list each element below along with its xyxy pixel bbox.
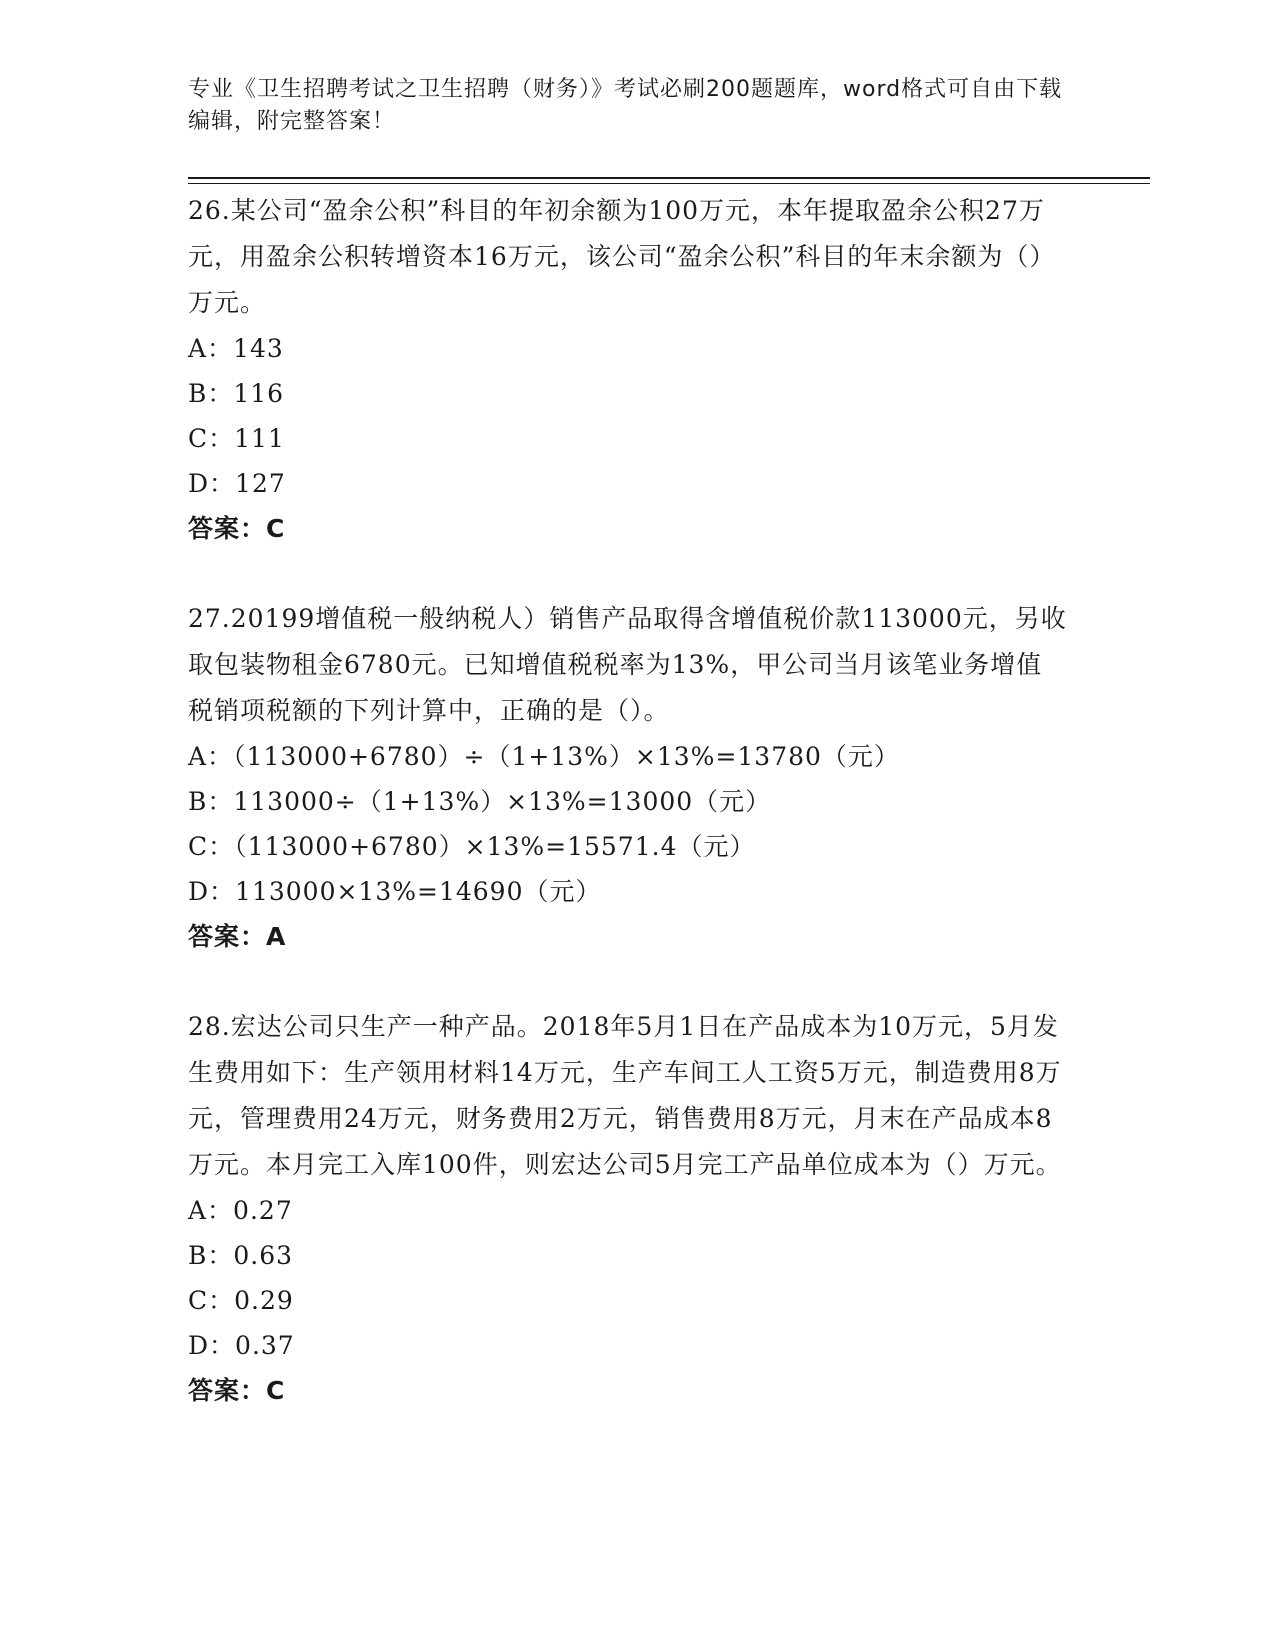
option-c: C：111: [188, 424, 285, 453]
option-b: B：113000÷（1+13%）×13%=13000（元）: [188, 787, 772, 816]
option-b: B：116: [188, 379, 285, 408]
question-stem: 28.宏达公司只生产一种产品。2018年5月1日在产品成本为10万元，5月发生费用如下：生产领用材料14万元，生产车间工人工资5万元，制造费用8万元，管理费用24万元，财务费用2万元，销售费用8万元，月末在产品成本8万元。本月完工入库100件，则宏达公司5月完工产品单位成本为（）万元。: [188, 1012, 1062, 1179]
option-a: A：0.27: [188, 1196, 293, 1225]
option-c: C：（113000+6780）×13%=15571.4（元）: [188, 832, 756, 861]
header-divider-thin: [188, 183, 1150, 184]
answer-line: 答案：C: [188, 1376, 286, 1405]
option-d: D：0.37: [188, 1331, 295, 1360]
question-28: [188, 1004, 1068, 1414]
option-d: D：127: [188, 469, 286, 498]
question-27: [188, 596, 1068, 960]
option-d: D：113000×13%=14690（元）: [188, 877, 602, 906]
question-stem: 26.某公司“盈余公积”科目的年初余额为100万元，本年提取盈余公积27万元，用盈余公积转增资本16万元，该公司“盈余公积”科目的年末余额为（）万元。: [188, 196, 1056, 317]
option-a: A：（113000+6780）÷（1+13%）×13%=13780（元）: [188, 742, 900, 771]
answer-line: 答案：A: [188, 922, 287, 951]
option-a: A：143: [188, 334, 284, 363]
option-c: C：0.29: [188, 1286, 294, 1315]
option-b: B：0.63: [188, 1241, 294, 1270]
question-26: [188, 188, 1068, 552]
answer-line: 答案：C: [188, 514, 286, 543]
question-stem: 27.20199增值税一般纳税人）销售产品取得含增值税价款113000元，另收取包装物租金6780元。已知增值税税率为13%，甲公司当月该笔业务增值税销项税额的下列计算中，正确的是（）。: [188, 604, 1067, 725]
header-divider-thick: [188, 177, 1150, 179]
document-header: 专业《卫生招聘考试之卫生招聘（财务）》考试必刷200题题库，word格式可自由下载编辑，附完整答案！: [188, 77, 1063, 134]
